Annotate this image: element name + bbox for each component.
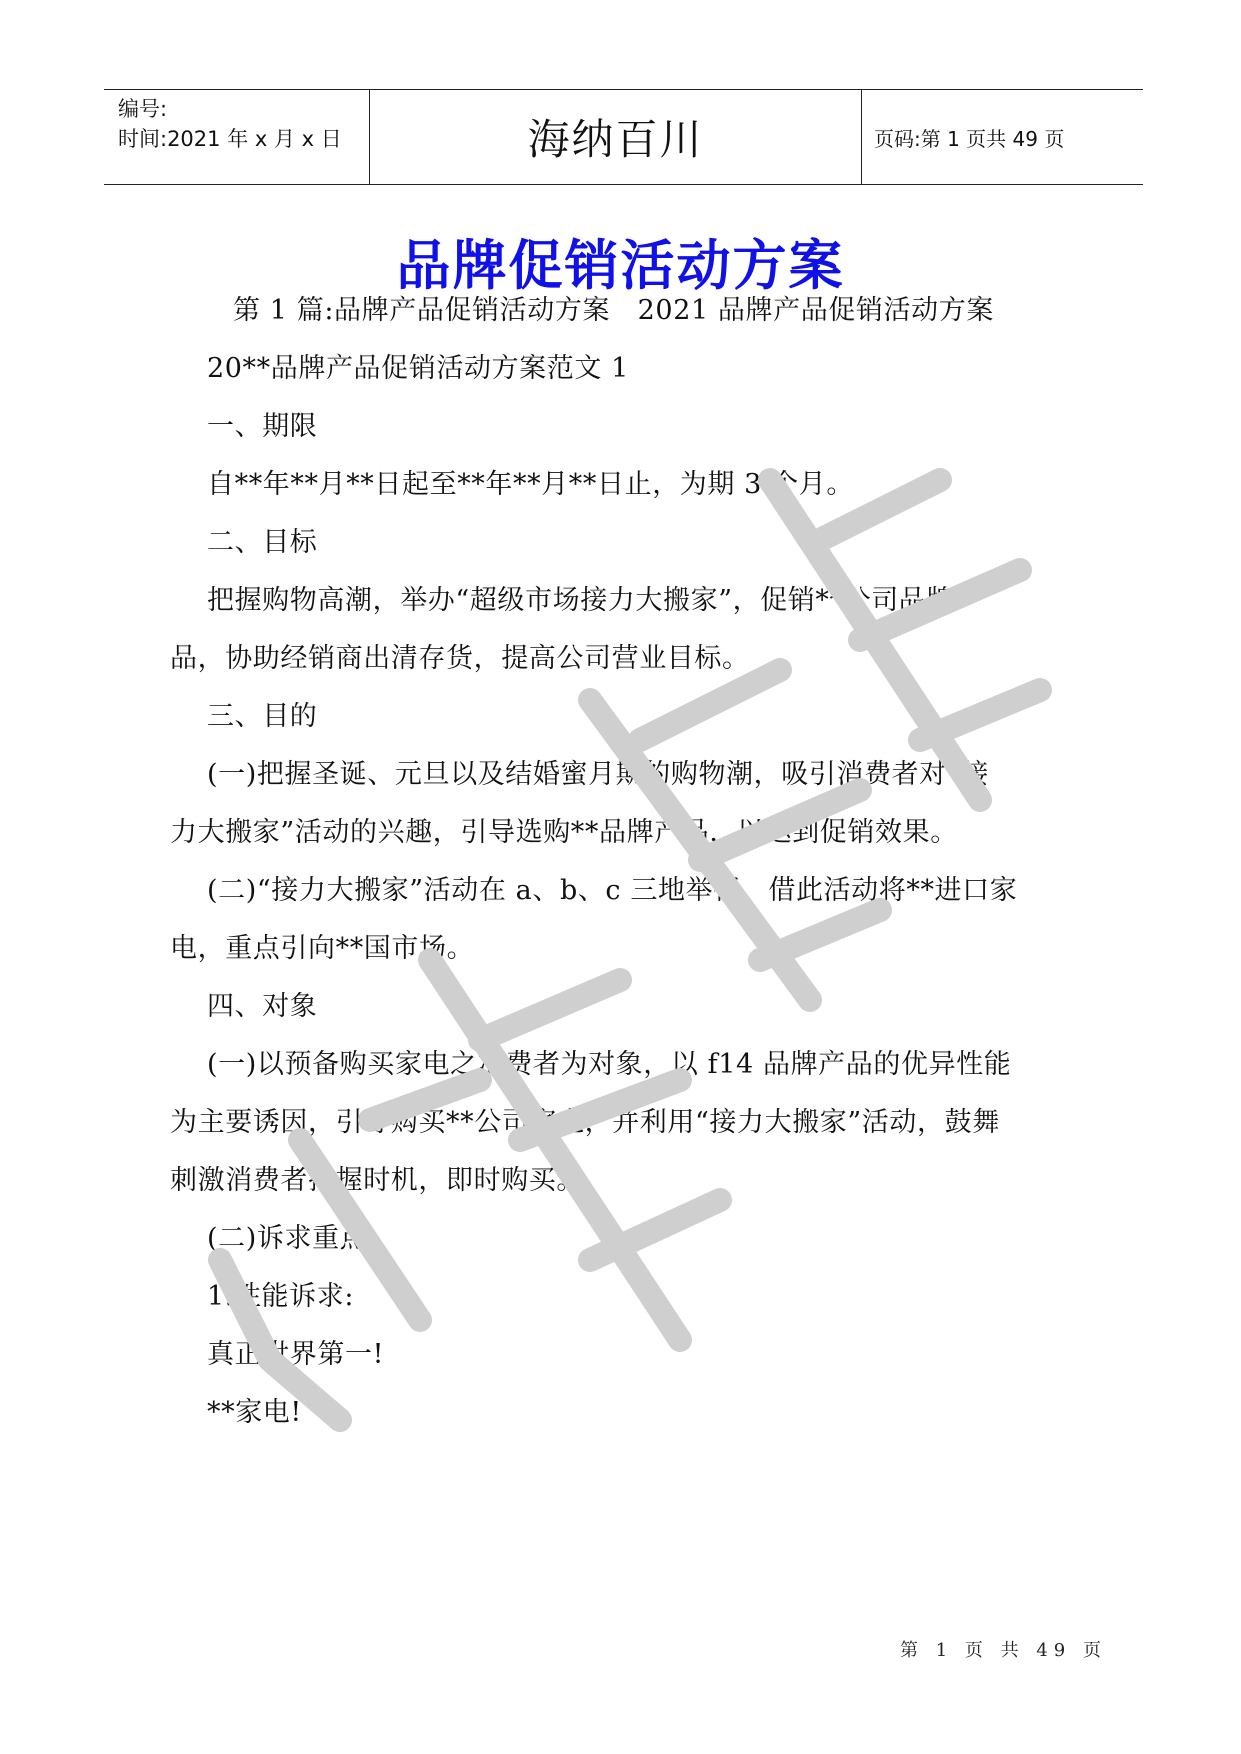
paragraph-line: 真正世界第一! bbox=[207, 1339, 385, 1370]
paragraph-line: 1.性能诉求: bbox=[207, 1281, 355, 1312]
paragraph-line: 力大搬家”活动的兴趣，引导选购**品牌产品，以达到促销效果。 bbox=[170, 817, 958, 848]
document-title: 品牌促销活动方案 bbox=[396, 233, 845, 297]
paragraph-line: 电，重点引向**国市场。 bbox=[170, 933, 475, 964]
page-info: 页码:第 1 页共 49 页 bbox=[874, 126, 1065, 151]
paragraph-line: (二)诉求重点: bbox=[207, 1223, 377, 1254]
paragraph-line: 20**品牌产品促销活动方案范文 1 bbox=[207, 353, 629, 384]
header-meta bbox=[104, 90, 370, 184]
time-label: 时间:2021 年 x 月 x 日 bbox=[118, 127, 342, 151]
document-header bbox=[104, 89, 1143, 185]
company-name: 海纳百川 bbox=[370, 90, 862, 184]
paragraph-line: 刺激消费者把握时机，即时购买。 bbox=[170, 1165, 584, 1196]
paragraph-line: (一)把握圣诞、元旦以及结婚蜜月期的购物潮，吸引消费者对“接 bbox=[207, 759, 989, 790]
section-heading: 二、目标 bbox=[207, 527, 318, 558]
paragraph-line: 为主要诱因，引导购买**公司家电，并利用“接力大搬家”活动，鼓舞 bbox=[170, 1107, 1000, 1138]
paragraph-line: (二)“接力大搬家”活动在 a、b、c 三地举行，借此活动将**进口家 bbox=[207, 875, 1018, 906]
section-heading: 三、目的 bbox=[207, 701, 318, 732]
paragraph-line: 把握购物高潮，举办“超级市场接力大搬家”，促销**公司品牌产 bbox=[207, 585, 982, 616]
section-heading: 一、期限 bbox=[207, 411, 318, 442]
section-heading: 四、对象 bbox=[207, 991, 318, 1022]
paragraph-line: 品，协助经销商出清存货，提高公司营业目标。 bbox=[170, 643, 750, 674]
paragraph-line: (一)以预备购买家电之消费者为对象，以 f14 品牌产品的优异性能 bbox=[207, 1049, 1012, 1080]
serial-label: 编号: bbox=[118, 97, 168, 121]
paragraph-line: **家电! bbox=[207, 1397, 302, 1428]
page-footer: 第 1 页 共 49 页 bbox=[900, 1640, 1107, 1661]
paragraph-line: 自**年**月**日起至**年**月**日止，为期 3 个月。 bbox=[207, 469, 854, 500]
paragraph-line: 第 1 篇:品牌产品促销活动方案 2021 品牌产品促销活动方案 bbox=[233, 295, 994, 326]
